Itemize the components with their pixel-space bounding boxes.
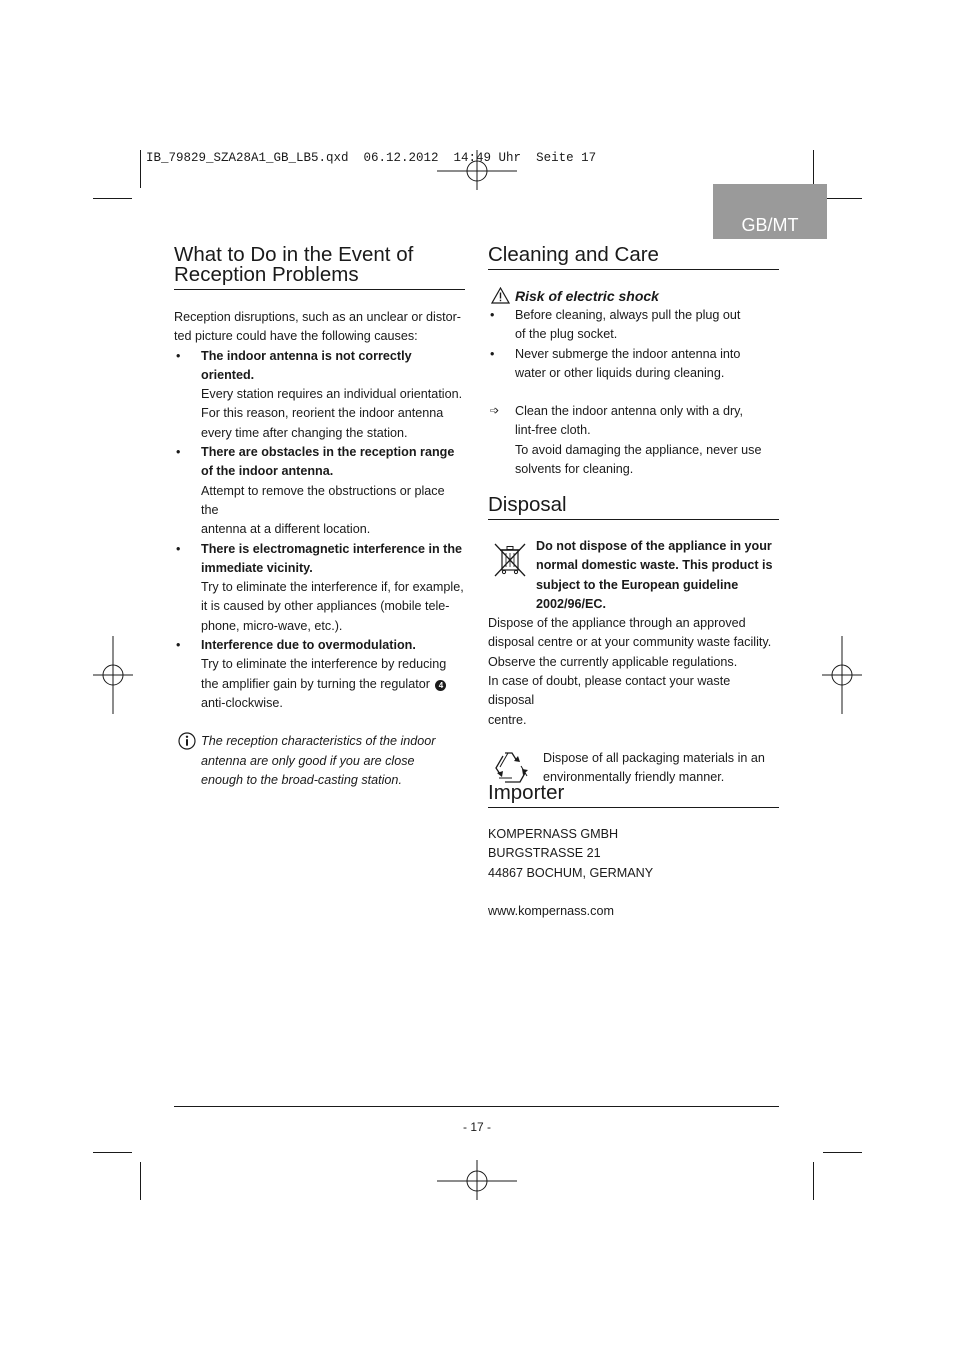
item-title: There are obstacles in the reception range — [201, 445, 455, 460]
language-tab-label: GB/MT — [741, 215, 799, 235]
causes-list — [174, 347, 465, 714]
list-item — [488, 306, 779, 345]
warning-triangle-icon — [491, 287, 510, 304]
text-line: In case of doubt, please contact your waste disposal — [488, 674, 731, 708]
text-line: Every station requires an individual orientation. — [201, 387, 463, 402]
text-line: environmentally friendly manner. — [543, 770, 725, 785]
text-line: antenna at a different location. — [201, 522, 371, 537]
item-title: immediate vicinity. — [201, 560, 313, 575]
item-title: Interference due to overmodulation. — [201, 638, 416, 653]
text-line: Never submerge the indoor antenna into — [515, 346, 741, 361]
page-number: - 17 - — [462, 1120, 491, 1134]
importer-section — [488, 783, 779, 921]
text-line: Try to eliminate the interference if, for example, — [201, 580, 464, 595]
registration-mark-bottom-icon — [437, 1160, 517, 1200]
list-item — [488, 402, 779, 479]
address-line: BURGSTRASSE 21 — [488, 846, 601, 861]
text-line: Clean the indoor antenna only with a dry, — [515, 404, 743, 419]
text-line: Try to eliminate the interference by reducing — [201, 657, 447, 672]
text-line: Observe the currently applicable regulations. — [488, 654, 738, 669]
cleaning-list — [488, 306, 779, 383]
text-line: Dispose of all packaging materials in an — [543, 750, 765, 765]
disposal-heading: Disposal — [488, 495, 779, 520]
text-line: 2002/96/EC. — [536, 596, 607, 611]
item-title: of the indoor antenna. — [201, 464, 334, 479]
bullet-icon: • — [176, 638, 181, 653]
text-line: Do not dispose of the appliance in your — [536, 539, 772, 553]
text-line: ted picture could have the following causes: — [174, 329, 418, 344]
text-line: normal domestic waste. This product is — [536, 558, 773, 573]
print-slug-line: IB_79829_SZA28A1_GB_LB5.qxd 06.12.2012 14:49 Uhr Seite 17 — [146, 151, 597, 165]
text-line: Attempt to remove the obstructions or place the — [201, 483, 445, 517]
list-item — [174, 443, 465, 539]
text-line: subject to the European guideline — [536, 577, 739, 592]
text-line: To avoid damaging the appliance, never use — [515, 442, 762, 457]
bullet-icon: • — [490, 346, 495, 361]
info-icon — [178, 732, 196, 750]
registration-mark-left-icon — [93, 636, 133, 714]
heading-line: Reception Problems — [174, 263, 359, 286]
text-line: phone, micro-wave, etc.). — [201, 618, 343, 633]
cleaning-step — [488, 402, 779, 479]
text-line: of the plug socket. — [515, 327, 618, 342]
info-note — [174, 732, 465, 790]
crossed-bin-icon — [490, 539, 530, 579]
warning-title-row — [488, 286, 779, 306]
text-line: it is caused by other appliances (mobile tele- — [201, 599, 450, 614]
note-line: antenna are only good if you are close — [201, 753, 415, 768]
note-line: The reception characteristics of the indoor — [201, 734, 436, 749]
list-item — [174, 540, 465, 636]
bullet-icon: • — [176, 445, 181, 460]
text-line: the amplifier gain by turning the regulator — [201, 676, 430, 691]
list-item — [488, 345, 779, 384]
text-line: For this reason, reorient the indoor antenna — [201, 406, 444, 421]
reception-problems-section — [174, 245, 465, 790]
bullet-icon: • — [176, 348, 181, 363]
cleaning-heading: Cleaning and Care — [488, 245, 779, 270]
item-title: There is electromagnetic interference in the — [201, 541, 463, 556]
list-item — [174, 347, 465, 443]
warning-title: Risk of electric shock — [515, 288, 659, 304]
intro-text — [174, 308, 465, 347]
item-title: The indoor antenna is not correctly oriented. — [201, 348, 412, 382]
arrow-icon: ➩ — [490, 405, 500, 418]
note-line: enough to the broad-casting station. — [201, 772, 402, 787]
text-line: centre. — [488, 712, 527, 727]
text-line: lint-free cloth. — [515, 423, 591, 438]
reception-problems-heading — [174, 245, 465, 290]
address-line: KOMPERNASS GMBH — [488, 827, 619, 841]
text-line: anti-clockwise. — [201, 695, 283, 710]
bullet-icon: • — [176, 541, 181, 556]
list-item — [174, 636, 465, 713]
importer-heading: Importer — [488, 783, 779, 808]
registration-mark-right-icon — [822, 636, 862, 714]
text-line: disposal centre or at your community waste facility. — [488, 635, 772, 650]
weee-notice — [488, 537, 779, 614]
bullet-icon: • — [490, 308, 495, 322]
text-line: Dispose of the appliance through an approved — [488, 616, 746, 631]
regulator-number-badge: 4 — [435, 680, 446, 691]
footer-divider — [174, 1106, 779, 1107]
importer-address — [488, 825, 779, 883]
text-line: Reception disruptions, such as an unclear or distor- — [174, 310, 462, 324]
disposal-body — [488, 614, 779, 730]
text-line: Before cleaning, always pull the plug out — [515, 308, 741, 322]
text-line: solvents for cleaning. — [515, 462, 634, 477]
language-tab — [713, 184, 827, 239]
heading-line: What to Do in the Event of — [174, 243, 414, 266]
text-line: every time after changing the station. — [201, 425, 408, 440]
cleaning-section — [488, 245, 779, 479]
disposal-section — [488, 495, 779, 788]
importer-website: www.kompernass.com — [488, 903, 614, 918]
text-line: water or other liquids during cleaning. — [515, 365, 725, 380]
address-line: 44867 BOCHUM, GERMANY — [488, 865, 654, 880]
